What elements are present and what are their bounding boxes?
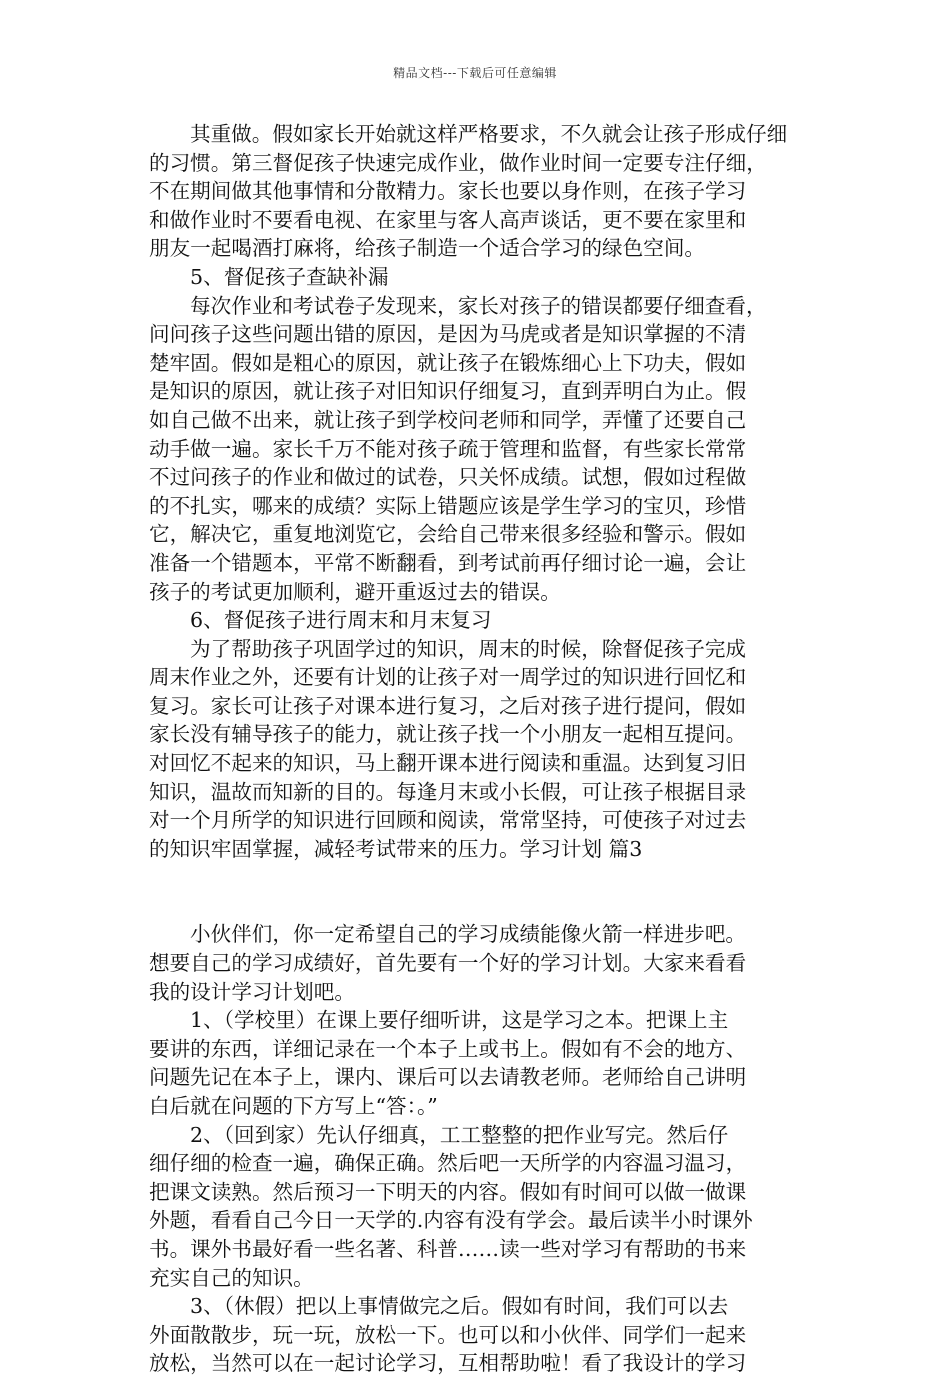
paragraph-line: 知识，温故而知新的目的。每逢月末或小长假，可让孩子根据目录: [149, 779, 747, 804]
paragraph-line: 动手做一遍。家长千万不能对孩子疏于管理和监督，有些家长常常: [149, 436, 747, 461]
paragraph-line: 问问孩子这些问题出错的原因，是因为马虎或者是知识掌握的不清: [149, 322, 747, 347]
section-heading: [149, 606, 809, 635]
paragraph-line: 1、（学校里）在课上要仔细听讲，这是学习之本。把课上主: [190, 1008, 729, 1033]
paragraph-line: 楚牢固。假如是粗心的原因，就让孩子在锻炼细心上下功夫，假如: [149, 350, 747, 375]
paragraph-line: 为了帮助孩子巩固学过的知识，周末的时候，除督促孩子完成: [190, 636, 747, 661]
paragraph-line: 不在期间做其他事情和分散精力。家长也要以身作则，在孩子学习: [149, 179, 747, 204]
paragraph-line: 2、（回到家）先认仔细真，工工整整的把作业写完。然后仔: [190, 1122, 729, 1147]
paragraph-line: 想要自己的学习成绩好，首先要有一个好的学习计划。大家来看看: [149, 951, 747, 976]
paragraph-line: 的不扎实，哪来的成绩？实际上错题应该是学生学习的宝贝，珍惜: [149, 493, 747, 518]
paragraph-line: 白后就在问题的下方写上“答：。”: [149, 1094, 438, 1118]
paragraph-line: 家长没有辅导孩子的能力，就让孩子找一个小朋友一起相互提问。: [149, 722, 747, 747]
paragraph-line: 外面散散步，玩一玩，放松一下。也可以和小伙伴、同学们一起来: [149, 1322, 747, 1347]
paragraph-line: 朋友一起喝酒打麻将，给孩子制造一个适合学习的绿色空间。: [149, 236, 706, 261]
paragraph-line: 把课文读熟。然后预习一下明天的内容。假如有时间可以做一做课: [149, 1179, 747, 1204]
paragraph-line: 书。课外书最好看一些名著、科普……读一些对学习有帮助的书来: [149, 1236, 747, 1261]
document-body: [149, 120, 809, 1378]
paragraph-line: 如自己做不出来，就让孩子到学校问老师和同学，弄懂了还要自己: [149, 407, 747, 432]
heading-text: 5、督促孩子查缺补漏: [190, 264, 389, 289]
paragraph-line: 对回忆不起来的知识，马上翻开课本进行阅读和重温。达到复习旧: [149, 751, 747, 776]
paragraph-line: 其重做。假如家长开始就这样严格要求，不久就会让孩子形成仔细: [190, 122, 788, 146]
paragraph-line: 是知识的原因，就让孩子对旧知识仔细复习，直到弄明白为止。假: [149, 379, 747, 404]
paragraph-line: 放松，当然可以在一起讨论学习，互相帮助啦！看了我设计的学习: [149, 1351, 747, 1376]
paragraph: [149, 920, 809, 1006]
paragraph-line: 和做作业时不要看电视、在家里与客人高声谈话，更不要在家里和: [149, 207, 747, 232]
paragraph-line: 外题，看看自己今日一天学的.内容有没有学会。最后读半小时课外: [149, 1208, 753, 1233]
section-heading: [149, 263, 809, 292]
paragraph-line: 每次作业和考试卷子发现来，家长对孩子的错误都要仔细查看，: [190, 293, 767, 318]
paragraph-line: 的知识牢固掌握，减轻考试带来的压力。学习计划 篇3: [149, 836, 643, 861]
paragraph-line: 不过问孩子的作业和做过的试卷，只关怀成绩。试想，假如过程做: [149, 465, 747, 490]
paragraph-line: 充实自己的知识。: [149, 1265, 314, 1290]
heading-text: 6、督促孩子进行周末和月末复习: [190, 608, 492, 633]
paragraph-line: 要讲的东西，详细记录在一个本子上或书上。假如有不会的地方、: [149, 1036, 747, 1061]
paragraph-line: 小伙伴们，你一定希望自己的学习成绩能像火箭一样进步吧。: [190, 922, 747, 947]
paragraph: [149, 1292, 809, 1378]
paragraph-line: 复习。家长可让孩子对课本进行复习，之后对孩子进行提问，假如: [149, 693, 747, 718]
paragraph: [149, 120, 809, 263]
section-spacer: [149, 863, 809, 920]
paragraph-line: 细仔细的检查一遍，确保正确。然后吧一天所学的内容温习温习，: [149, 1151, 747, 1176]
paragraph-line: 问题先记在本子上，课内、课后可以去请教老师。老师给自己讲明: [149, 1065, 747, 1090]
page-header: 精品文档---下载后可任意编辑: [393, 66, 557, 80]
paragraph-line: 孩子的考试更加顺利，避开重返过去的错误。: [149, 579, 561, 604]
paragraph-line: 我的设计学习计划吧。: [149, 979, 355, 1004]
paragraph-line: 3、（休假）把以上事情做完之后。假如有时间，我们可以去: [190, 1294, 729, 1319]
paragraph: [149, 635, 809, 864]
paragraph-line: 准备一个错题本，平常不断翻看，到考试前再仔细讨论一遍，会让: [149, 550, 747, 575]
paragraph-line: 周末作业之外，还要有计划的让孩子对一周学过的知识进行回忆和: [149, 665, 747, 690]
paragraph: [149, 1006, 809, 1120]
paragraph-line: 它，解决它，重复地浏览它，会给自己带来很多经验和警示。假如: [149, 522, 747, 547]
paragraph: [149, 1121, 809, 1293]
paragraph-line: 的习惯。第三督促孩子快速完成作业，做作业时间一定要专注仔细，: [149, 150, 767, 175]
paragraph-line: 对一个月所学的知识进行回顾和阅读，常常坚持，可使孩子对过去: [149, 808, 747, 833]
paragraph: [149, 292, 809, 607]
